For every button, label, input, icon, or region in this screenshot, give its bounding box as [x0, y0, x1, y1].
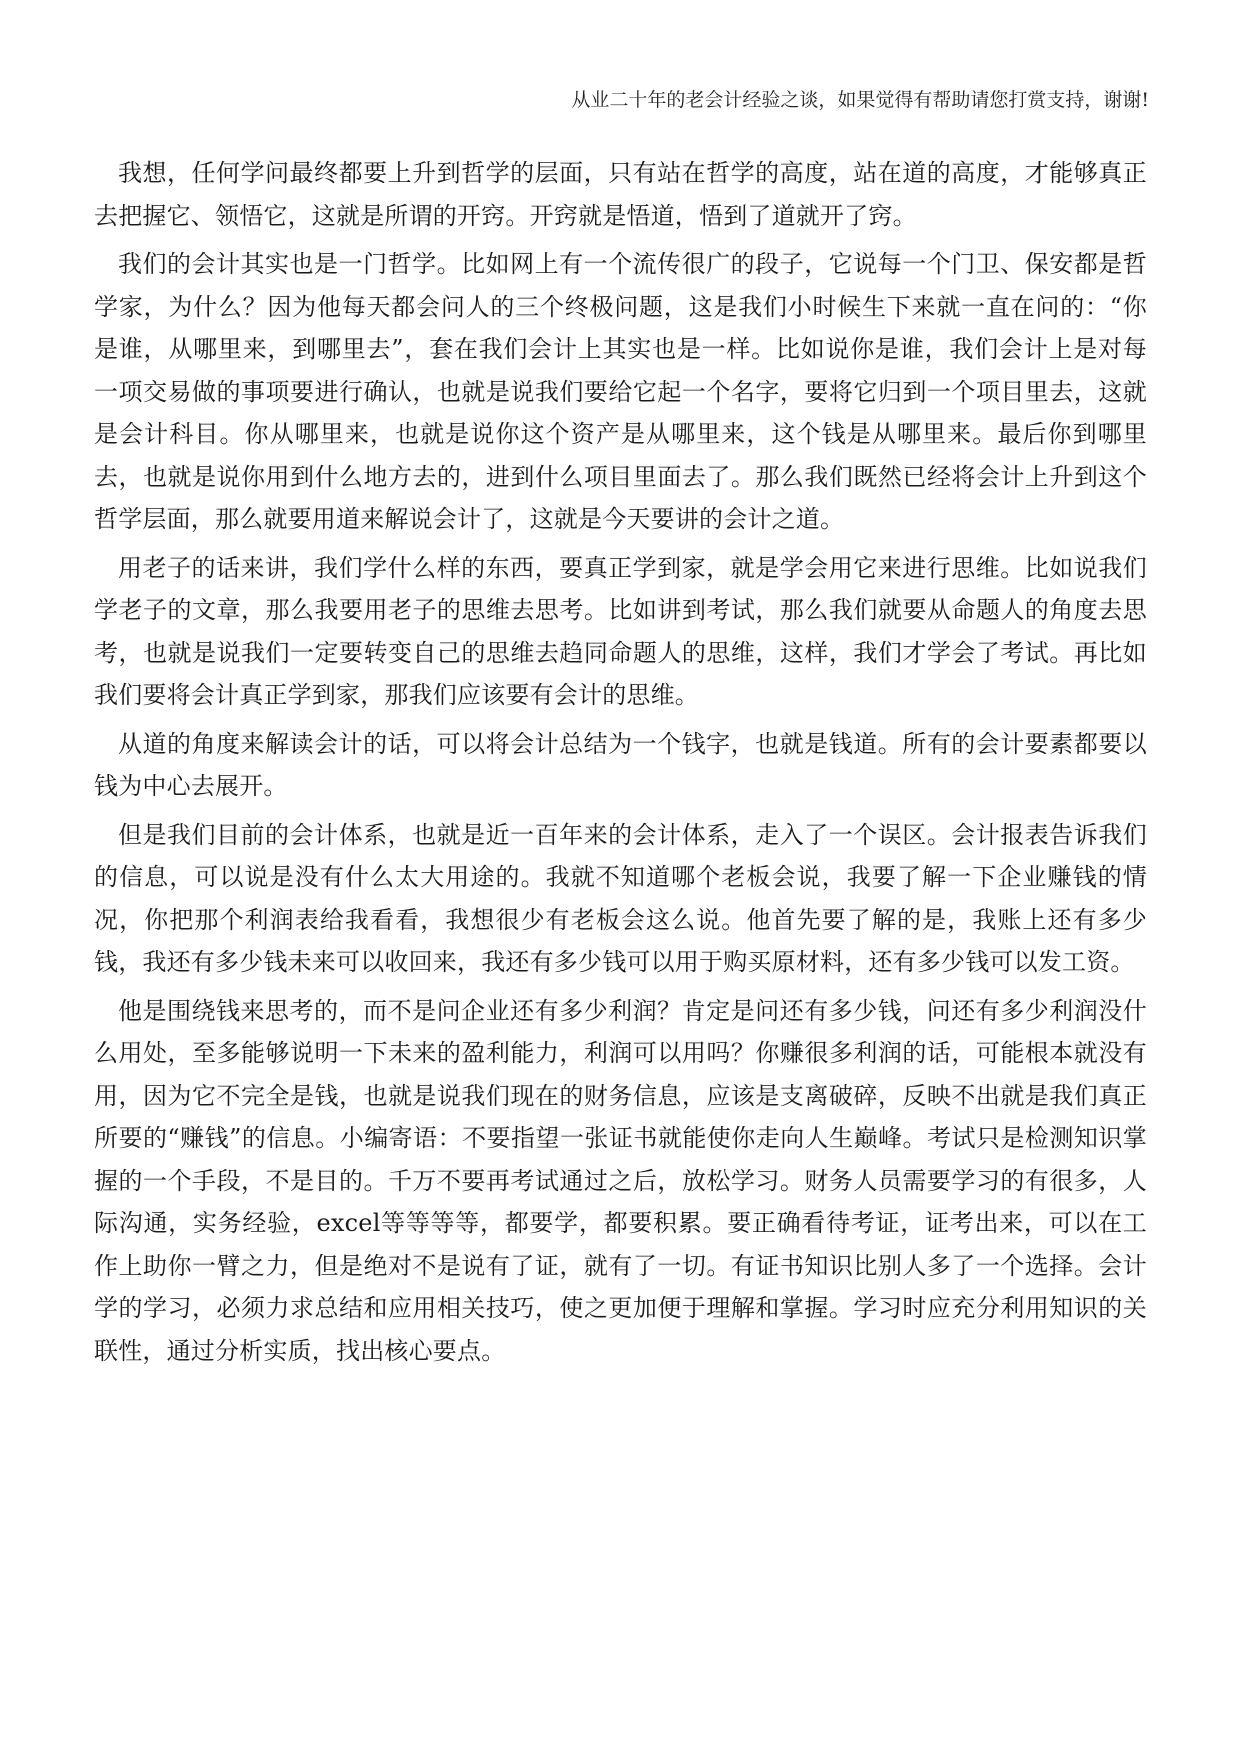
paragraph-2: 我们的会计其实也是一门哲学。比如网上有一个流传很广的段子，它说每一个门卫、保安都是哲学家，为什么？因为他每天都会问人的三个终极问题，这是我们小时候生下来就一直在问的：“你是谁，从哪里来，到哪里去”，套在我们会计上其实也是一样。比如说你是谁，我们会计上是对每一项交易做的事项要进行确认，也就是说我们要给它起一个名字，要将它归到一个项目里去，这就是会计科目。你从哪里来，也就是说你这个资产是从哪里来，这个钱是从哪里来。最后你到哪里去，也就是说你用到什么地方去的，进到什么项目里面去了。那么我们既然已经将会计上升到这个哲学层面，那么就要用道来解说会计了，这就是今天要讲的会计之道。 — [94, 250, 1147, 533]
paragraph-5: 但是我们目前的会计体系，也就是近一百年来的会计体系，走入了一个误区。会计报表告诉我们的信息，可以说是没有什么太大用途的。我就不知道哪个老板会说，我要了解一下企业赚钱的情况，你把那个利润表给我看看，我想很少有老板会这么说。他首先要了解的是，我账上还有多少钱，我还有多少钱未来可以收回来，我还有多少钱可以用于购买原材料，还有多少钱可以发工资。 — [94, 820, 1147, 976]
header-note: 从业二十年的老会计经验之谈，如果觉得有帮助请您打赏支持，谢谢! — [571, 89, 1149, 111]
paragraph-4: 从道的角度来解读会计的话，可以将会计总结为一个钱字，也就是钱道。所有的会计要素都要以钱为中心去展开。 — [94, 729, 1147, 800]
paragraph-6: 他是围绕钱来思考的，而不是问企业还有多少利润？肯定是问还有多少钱，问还有多少利润没什么用处，至多能够说明一下未来的盈利能力，利润可以用吗？你赚很多利润的话，可能根本就没有用，因为它不完全是钱，也就是说我们现在的财务信息，应该是支离破碎，反映不出就是我们真正所要的“赚钱”的信息。小编寄语：不要指望一张证书就能使你走向人生巅峰。考试只是检测知识掌握的一个手段，不是目的。千万不要再考试通过之后，放松学习。财务人员需要学习的有很多，人际沟通，实务经验，excel等等等等，都要学，都要积累。要正确看待考证，证考出来，可以在工作上助你一臂之力，但是绝对不是说有了证，就有了一切。有证书知识比别人多了一个选择。会计学的学习，必须力求总结和应用相关技巧，使之更加便于理解和掌握。学习时应充分利用知识的关联性，通过分析实质，找出核心要点。 — [94, 996, 1147, 1365]
paragraph-3: 用老子的话来讲，我们学什么样的东西，要真正学到家，就是学会用它来进行思维。比如说我们学老子的文章，那么我要用老子的思维去思考。比如讲到考试，那么我们就要从命题人的角度去思考，也就是说我们一定要转变自己的思维去趋同命题人的思维，这样，我们才学会了考试。再比如我们要将会计真正学到家，那我们应该要有会计的思维。 — [94, 553, 1147, 709]
article-body — [94, 152, 1147, 1378]
paragraph-1: 我想，任何学问最终都要上升到哲学的层面，只有站在哲学的高度，站在道的高度，才能够真正去把握它、领悟它，这就是所谓的开窍。开窍就是悟道，悟到了道就开了窍。 — [94, 159, 1147, 230]
